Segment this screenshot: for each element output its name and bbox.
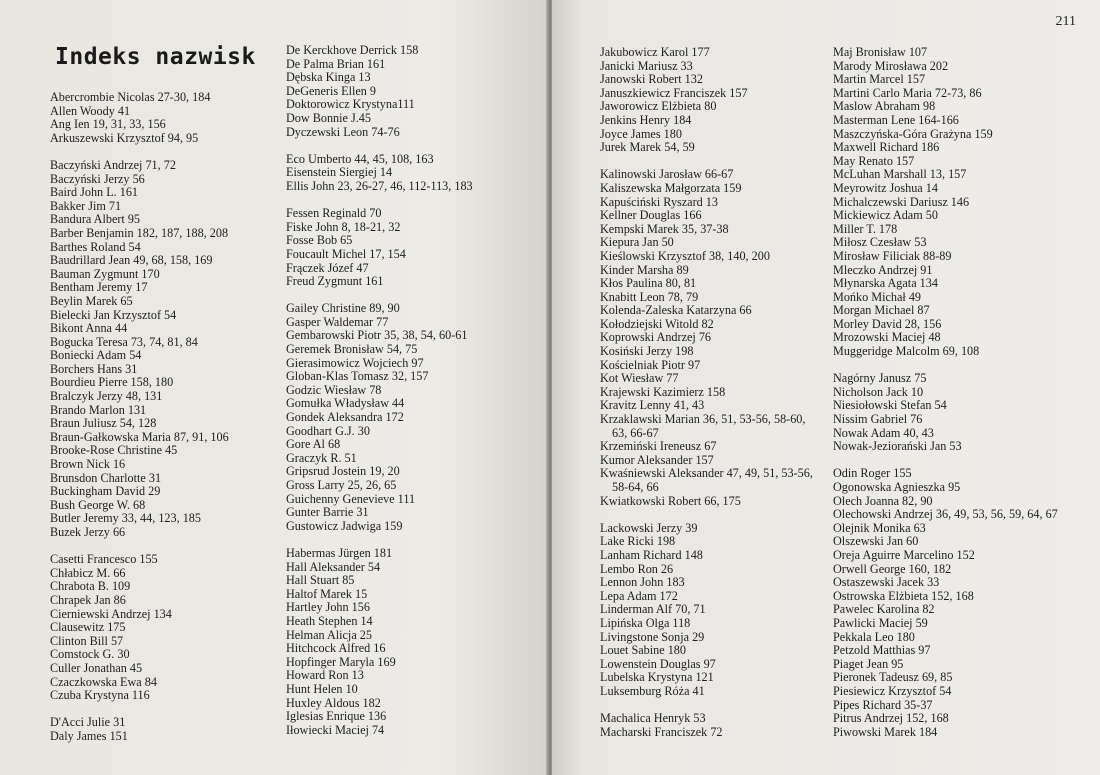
index-entry: Guichenny Genevieve 111 xyxy=(286,491,416,506)
index-entry: 63, 66-67 xyxy=(612,425,659,440)
index-entry: Gasper Waldemar 77 xyxy=(286,314,389,329)
index-entry: Bielecki Jan Krzysztof 54 xyxy=(50,307,177,322)
index-entry: Olszewski Jan 60 xyxy=(833,534,919,549)
index-entry: Foucault Michel 17, 154 xyxy=(286,246,406,261)
letter-group-gap xyxy=(286,533,473,547)
index-entry: Januszkiewicz Franciszek 157 xyxy=(600,85,748,100)
index-entry: Pitrus Andrzej 152, 168 xyxy=(833,711,949,726)
letter-group-gap xyxy=(600,699,813,713)
index-entry: Gustowicz Jadwiga 159 xyxy=(286,518,403,533)
index-entry: Młynarska Agata 134 xyxy=(833,276,938,291)
page-number: 211 xyxy=(1055,14,1076,29)
index-entry: Nicholson Jack 10 xyxy=(833,384,924,399)
index-entry: Jurek Marek 54, 59 xyxy=(600,140,695,155)
index-entry: Chrabota B. 109 xyxy=(50,579,131,594)
index-entry: Mleczko Andrzej 91 xyxy=(833,262,933,277)
index-entry: Baird John L. 161 xyxy=(50,185,139,200)
letter-group-gap xyxy=(286,289,473,303)
index-entry: Haltof Marek 15 xyxy=(286,586,368,601)
index-entry: Freud Zygmunt 161 xyxy=(286,274,384,289)
index-entry: Cierniewski Andrzej 134 xyxy=(50,606,172,621)
index-entry: Meyrowitz Joshua 14 xyxy=(833,180,938,195)
index-entry: Pieronek Tadeusz 69, 85 xyxy=(833,670,953,685)
index-entry: Linderman Alf 70, 71 xyxy=(600,602,706,617)
index-entry: Nowak-Jeziorański Jan 53 xyxy=(833,439,962,454)
index-entry: Dębska Kinga 13 xyxy=(286,70,371,85)
index-entry: Ostaszewski Jacek 33 xyxy=(833,575,940,590)
index-entry: Iłowiecki Maciej 74 xyxy=(286,722,385,737)
index-entry: Pawelec Karolina 82 xyxy=(833,602,935,617)
index-entry: Hall Aleksander 54 xyxy=(286,559,381,574)
index-entry: Bakker Jim 71 xyxy=(50,198,122,213)
index-entry: Iglesias Enrique 136 xyxy=(286,709,387,724)
index-entry: Mońko Michał 49 xyxy=(833,289,922,304)
index-entry: Hartley John 156 xyxy=(286,600,370,615)
index-entry: Orwell George 160, 182 xyxy=(833,561,952,576)
index-entry: Macharski Franciszek 72 xyxy=(600,724,723,739)
index-entry: Lipińska Olga 118 xyxy=(600,615,691,630)
index-entry: Brown Nick 16 xyxy=(50,457,126,472)
index-entry: Braun Juliusz 54, 128 xyxy=(50,416,157,431)
index-entry: Muggeridge Malcolm 69, 108 xyxy=(833,344,980,359)
index-column-3 xyxy=(600,46,813,739)
index-entry: Culler Jonathan 45 xyxy=(50,660,143,675)
index-entry: Knabitt Leon 78, 79 xyxy=(600,289,699,304)
index-entry: De Kerckhove Derrick 158 xyxy=(286,43,419,57)
index-entry: Mrozowski Maciej 48 xyxy=(833,330,941,345)
index-entry: Martin Marcel 157 xyxy=(833,72,926,87)
index-entry: Olech Joanna 82, 90 xyxy=(833,493,933,508)
index-entry: Kościelniak Piotr 97 xyxy=(600,357,701,372)
index-entry: Janicki Mariusz 33 xyxy=(600,58,693,73)
index-entry: Bauman Zygmunt 170 xyxy=(50,266,160,281)
index-entry: Kolenda-Zaleska Katarzyna 66 xyxy=(600,303,752,318)
index-entry: Habermas Jürgen 181 xyxy=(286,545,393,560)
index-column-1 xyxy=(50,91,229,744)
index-entry: Lanham Richard 148 xyxy=(600,547,703,562)
index-entry: Kaliszewska Małgorzata 159 xyxy=(600,180,742,195)
index-entry: Bentham Jeremy 17 xyxy=(50,280,148,295)
index-entry: Livingstone Sonja 29 xyxy=(600,629,705,644)
index-entry: Eisenstein Siergiej 14 xyxy=(286,165,393,180)
index-entry: Daly James 151 xyxy=(50,728,128,743)
index-entry: Miller T. 178 xyxy=(833,221,898,236)
index-entry: Kapuściński Ryszard 13 xyxy=(600,194,718,209)
index-entry: Lepa Adam 172 xyxy=(600,588,678,603)
index-entry: Ellis John 23, 26-27, 46, 112-113, 183 xyxy=(286,178,473,193)
index-entry: Gripsrud Jostein 19, 20 xyxy=(286,464,400,479)
index-entry: Niesiołowski Stefan 54 xyxy=(833,398,947,413)
index-entry: Beylin Marek 65 xyxy=(50,293,133,308)
index-entry: Brooke-Rose Christine 45 xyxy=(50,443,178,458)
index-entry: Boniecki Adam 54 xyxy=(50,348,142,363)
index-entry: Piwowski Marek 184 xyxy=(833,724,938,739)
index-entry: Frączek Józef 47 xyxy=(286,260,369,275)
index-entry: Geremek Bronisław 54, 75 xyxy=(286,342,418,357)
index-entry: Baczyński Andrzej 71, 72 xyxy=(50,157,176,172)
index-entry: Joyce James 180 xyxy=(600,126,682,141)
index-entry: Gross Larry 25, 26, 65 xyxy=(286,478,397,492)
index-entry: Pipes Richard 35-37 xyxy=(833,697,933,712)
index-entry: Luksemburg Róża 41 xyxy=(600,683,705,698)
index-entry: Bush George W. 68 xyxy=(50,497,146,512)
index-entry: Hopfinger Maryla 169 xyxy=(286,654,396,669)
index-entry: Chłabicz M. 66 xyxy=(50,565,126,580)
index-entry: Miłosz Czesław 53 xyxy=(833,235,927,250)
index-entry: Doktorowicz Krystyna111 xyxy=(286,97,415,112)
index-entry: Oreja Aguirre Marcelino 152 xyxy=(833,547,975,562)
index-entry: Nowak Adam 40, 43 xyxy=(833,425,934,440)
index-entry: Pawlicki Maciej 59 xyxy=(833,615,928,630)
page-title: Indeks nazwisk xyxy=(55,44,256,70)
index-entry: Buzek Jerzy 66 xyxy=(50,525,126,539)
index-entry: Brando Marlon 131 xyxy=(50,402,147,417)
index-entry: Butler Jeremy 33, 44, 123, 185 xyxy=(50,511,201,526)
index-entry: Chrapek Jan 86 xyxy=(50,592,126,607)
index-entry: Koprowski Andrzej 76 xyxy=(600,330,712,345)
index-entry: Kinder Marsha 89 xyxy=(600,262,689,277)
index-entry: Hunt Helen 10 xyxy=(286,681,358,696)
index-entry: May Renato 157 xyxy=(833,153,915,168)
index-entry: Lowenstein Douglas 97 xyxy=(600,656,716,671)
index-entry: Gailey Christine 89, 90 xyxy=(286,301,400,316)
letter-group-gap xyxy=(833,454,1058,468)
index-entry: Clinton Bill 57 xyxy=(50,633,124,648)
index-column-2 xyxy=(286,44,473,737)
index-entry: De Palma Brian 161 xyxy=(286,56,386,71)
index-entry: Maszczyńska-Góra Grażyna 159 xyxy=(833,126,993,141)
index-entry: Comstock G. 30 xyxy=(50,647,130,662)
index-entry: Helman Alicja 25 xyxy=(286,627,372,642)
index-entry: Kwaśniewski Aleksander 47, 49, 51, 53-56, xyxy=(600,466,813,481)
index-entry: Lake Ricki 198 xyxy=(600,534,676,549)
index-entry: D'Acci Julie 31 xyxy=(50,715,126,730)
index-entry: Kalinowski Jarosław 66-67 xyxy=(600,167,734,182)
index-entry: Gunter Barrie 31 xyxy=(286,505,369,520)
index-entry: Kwiatkowski Robert 66, 175 xyxy=(600,493,741,508)
letter-group-gap xyxy=(286,139,473,153)
index-entry: Ostrowska Elżbieta 152, 168 xyxy=(833,588,974,603)
index-entry: Dyczewski Leon 74-76 xyxy=(286,124,400,139)
index-entry: Goodhart G.J. 30 xyxy=(286,423,370,438)
index-entry: Lackowski Jerzy 39 xyxy=(600,520,698,535)
index-entry: Mickiewicz Adam 50 xyxy=(833,208,938,223)
index-entry: Nissim Gabriel 76 xyxy=(833,412,923,427)
index-entry: Gembarowski Piotr 35, 38, 54, 60-61 xyxy=(286,328,468,343)
index-entry: Gore Al 68 xyxy=(286,437,341,452)
index-entry: Ang Ien 19, 31, 33, 156 xyxy=(50,117,166,132)
letter-group-gap xyxy=(600,508,813,522)
index-entry: Maxwell Richard 186 xyxy=(833,140,940,155)
index-entry: Bourdieu Pierre 158, 180 xyxy=(50,375,174,390)
index-entry: Bandura Albert 95 xyxy=(50,212,141,227)
index-entry: Kempski Marek 35, 37-38 xyxy=(600,221,729,236)
index-entry: Lubelska Krystyna 121 xyxy=(600,670,714,685)
index-entry: Piesiewicz Krzysztof 54 xyxy=(833,683,952,698)
index-entry: Baudrillard Jean 49, 68, 158, 169 xyxy=(50,253,213,268)
index-entry: Krzaklawski Marian 36, 51, 53-56, 58-60, xyxy=(600,412,806,427)
index-entry: Olejnik Monika 63 xyxy=(833,520,926,535)
index-entry: Bogucka Teresa 73, 74, 81, 84 xyxy=(50,334,198,349)
index-entry: Olechowski Andrzej 36, 49, 53, 56, 59, 64, 67 xyxy=(833,507,1058,522)
index-entry: Michalczewski Dariusz 146 xyxy=(833,194,970,209)
letter-group-gap xyxy=(286,194,473,208)
index-entry: Dow Bonnie J.45 xyxy=(286,110,371,125)
index-entry: Jaworowicz Elżbieta 80 xyxy=(600,99,717,114)
index-entry: Bikont Anna 44 xyxy=(50,321,128,336)
index-entry: Kravitz Lenny 41, 43 xyxy=(600,398,705,413)
index-entry: Braun-Gałkowska Maria 87, 91, 106 xyxy=(50,429,229,444)
index-entry: Pekkala Leo 180 xyxy=(833,629,915,644)
index-entry: Bralczyk Jerzy 48, 131 xyxy=(50,389,163,404)
index-entry: Czaczkowska Ewa 84 xyxy=(50,674,157,689)
index-entry: Odin Roger 155 xyxy=(833,466,912,481)
index-entry: Janowski Robert 132 xyxy=(600,72,703,87)
right-page xyxy=(552,0,1100,775)
letter-group-gap xyxy=(50,145,229,159)
index-entry: Kłos Paulina 80, 81 xyxy=(600,276,697,291)
index-entry: Petzold Matthias 97 xyxy=(833,643,931,658)
index-entry: Kosiński Jerzy 198 xyxy=(600,344,694,359)
index-entry: Heath Stephen 14 xyxy=(286,613,373,628)
index-entry: Lennon John 183 xyxy=(600,575,685,590)
index-entry: Fosse Bob 65 xyxy=(286,233,353,248)
index-entry: Fiske John 8, 18-21, 32 xyxy=(286,219,401,234)
index-entry: Ogonowska Agnieszka 95 xyxy=(833,480,961,494)
index-entry: Gomułka Władysław 44 xyxy=(286,396,405,411)
index-entry: Maslow Abraham 98 xyxy=(833,99,936,114)
index-entry: Graczyk R. 51 xyxy=(286,450,357,465)
index-entry: Borchers Hans 31 xyxy=(50,361,138,376)
index-entry: Hall Stuart 85 xyxy=(286,573,355,588)
index-entry: Globan-Klas Tomasz 32, 157 xyxy=(286,369,429,384)
letter-group-gap xyxy=(600,155,813,169)
index-entry: Allen Woody 41 xyxy=(50,103,131,118)
index-entry: Eco Umberto 44, 45, 108, 163 xyxy=(286,151,434,166)
index-entry: Howard Ron 13 xyxy=(286,668,364,683)
index-entry: Hitchcock Alfred 16 xyxy=(286,641,386,656)
index-entry: Kellner Douglas 166 xyxy=(600,208,702,223)
index-entry: Marody Mirosława 202 xyxy=(833,58,949,73)
index-entry: Casetti Francesco 155 xyxy=(50,552,158,567)
index-entry: Gondek Aleksandra 172 xyxy=(286,410,404,425)
index-entry: Kiepura Jan 50 xyxy=(600,235,674,250)
index-entry: McLuhan Marshall 13, 157 xyxy=(833,167,967,182)
index-entry: 58-64, 66 xyxy=(612,480,659,494)
index-entry: Fessen Reginald 70 xyxy=(286,206,382,221)
index-entry: Krzemiński Ireneusz 67 xyxy=(600,439,717,454)
index-entry: Kot Wiesław 77 xyxy=(600,371,679,386)
index-entry: Morley David 28, 156 xyxy=(833,316,942,331)
index-entry: Barthes Roland 54 xyxy=(50,239,141,254)
index-entry: DeGeneris Ellen 9 xyxy=(286,83,377,98)
left-page xyxy=(0,0,548,775)
index-entry: Krajewski Kazimierz 158 xyxy=(600,384,726,399)
index-entry: Nagórny Janusz 75 xyxy=(833,371,927,386)
index-entry: Baczyński Jerzy 56 xyxy=(50,171,145,186)
index-entry: Kumor Aleksander 157 xyxy=(600,452,714,467)
index-column-4 xyxy=(833,46,1058,739)
index-entry: Jakubowicz Karol 177 xyxy=(600,45,710,59)
index-entry: Arkuszewski Krzysztof 94, 95 xyxy=(50,130,199,145)
index-entry: Piaget Jean 95 xyxy=(833,656,904,671)
index-entry: Clausewitz 175 xyxy=(50,620,126,635)
index-entry: Buckingham David 29 xyxy=(50,484,161,499)
index-entry: Gierasimowicz Wojciech 97 xyxy=(286,355,424,370)
index-entry: Louet Sabine 180 xyxy=(600,643,686,658)
index-entry: Masterman Lene 164-166 xyxy=(833,112,959,127)
letter-group-gap xyxy=(833,359,1058,373)
index-entry: Huxley Aldous 182 xyxy=(286,695,381,710)
index-entry: Brunsdon Charlotte 31 xyxy=(50,470,162,485)
index-entry: Barber Benjamin 182, 187, 188, 208 xyxy=(50,225,229,240)
index-entry: Abercrombie Nicolas 27-30, 184 xyxy=(50,90,211,104)
letter-group-gap xyxy=(50,703,229,717)
letter-group-gap xyxy=(50,540,229,554)
index-entry: Jenkins Henry 184 xyxy=(600,112,692,127)
index-entry: Martini Carlo Maria 72-73, 86 xyxy=(833,85,982,100)
index-entry: Kieślowski Krzysztof 38, 140, 200 xyxy=(600,248,770,263)
index-entry: Kołodziejski Witold 82 xyxy=(600,316,714,331)
index-entry: Czuba Krystyna 116 xyxy=(50,688,150,703)
index-entry: Mirosław Filiciak 88-89 xyxy=(833,248,952,263)
index-entry: Machalica Henryk 53 xyxy=(600,711,706,726)
index-entry: Maj Bronisław 107 xyxy=(833,45,928,59)
index-entry: Godzic Wiesław 78 xyxy=(286,382,382,397)
index-entry: Morgan Michael 87 xyxy=(833,303,930,318)
index-entry: Lembo Ron 26 xyxy=(600,561,674,576)
